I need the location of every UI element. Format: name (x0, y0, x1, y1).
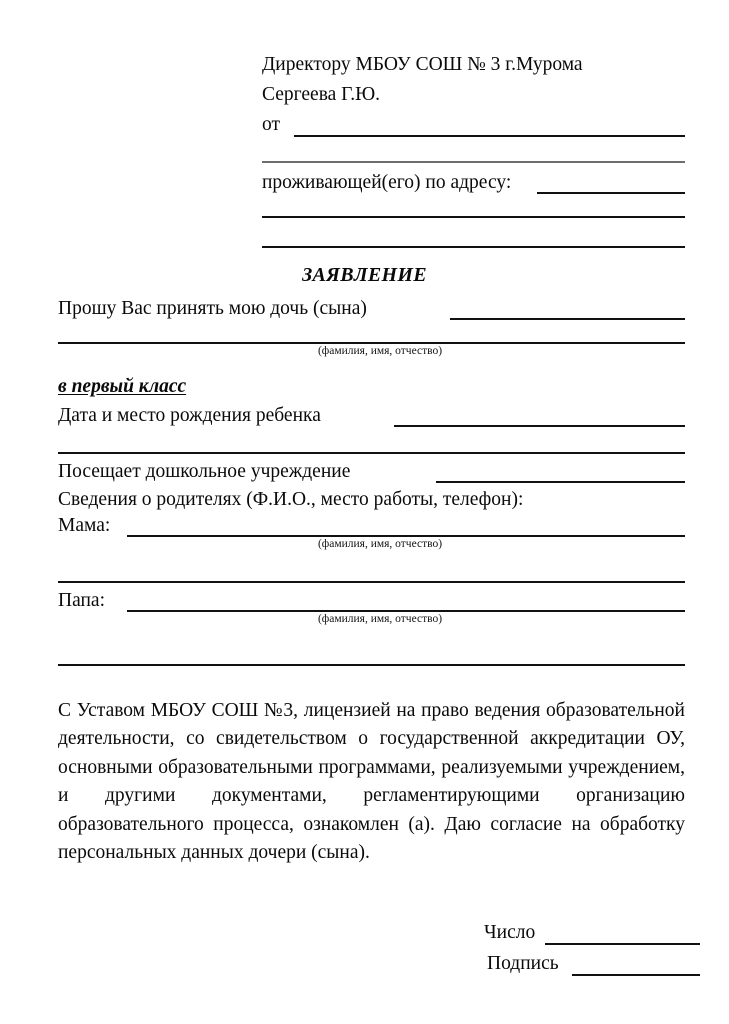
request-label: Прошу Вас принять мою дочь (сына) (58, 298, 367, 319)
child-fio-caption: (фамилия, имя, отчество) (317, 345, 443, 357)
mother-fill-line-2[interactable] (58, 581, 685, 583)
date-label: Число (484, 922, 536, 943)
preschool-label: Посещает дошкольное учреждение (58, 461, 351, 482)
mother-fill-line[interactable] (127, 535, 685, 537)
address-fill-line-1[interactable] (537, 192, 685, 194)
parents-label: Сведения о родителях (Ф.И.О., место работы, телефон): (58, 489, 524, 510)
signature-label: Подпись (487, 953, 559, 974)
birth-fill-line-1[interactable] (394, 425, 685, 427)
address-label: проживающей(его) по адресу: (262, 172, 512, 193)
consent-paragraph: С Уставом МБОУ СОШ №3, лицензией на право ведения образовательной деятельности, со свидетельством о государственной аккредитации ОУ, основными образовательными программами, реализуемыми учреждением, и другими документами, регламентирующими организацию образовательного процесса, ознакомлен (а). Даю согласие на обработку персональных данных дочери (сына). (58, 700, 685, 864)
addressee-director-line: Директору МБОУ СОШ № 3 г.Мурома (262, 54, 583, 75)
father-label: Папа: (58, 590, 105, 611)
from-label: от (262, 114, 281, 135)
from-fill-line[interactable] (294, 135, 685, 137)
preschool-fill-line[interactable] (436, 481, 685, 483)
grade-label: в первый класс (58, 376, 187, 397)
date-fill-line[interactable] (545, 943, 700, 945)
page-title: ЗАЯВЛЕНИЕ (302, 264, 427, 286)
signature-fill-line[interactable] (572, 974, 700, 976)
birth-fill-line-2[interactable] (58, 452, 685, 454)
mother-fio-caption: (фамилия, имя, отчество) (317, 538, 443, 550)
from-fill-line-2[interactable] (262, 161, 685, 163)
mother-label: Мама: (58, 515, 111, 536)
child-name-fill-line-1[interactable] (450, 318, 685, 320)
addressee-name-line: Сергеева Г.Ю. (262, 84, 381, 105)
father-fio-caption: (фамилия, имя, отчество) (317, 613, 443, 625)
address-fill-line-2[interactable] (262, 216, 685, 218)
child-name-fill-line-2[interactable] (58, 342, 685, 344)
father-fill-line-2[interactable] (58, 664, 685, 666)
birth-label: Дата и место рождения ребенка (58, 405, 321, 426)
address-fill-line-3[interactable] (262, 246, 685, 248)
father-fill-line[interactable] (127, 610, 685, 612)
